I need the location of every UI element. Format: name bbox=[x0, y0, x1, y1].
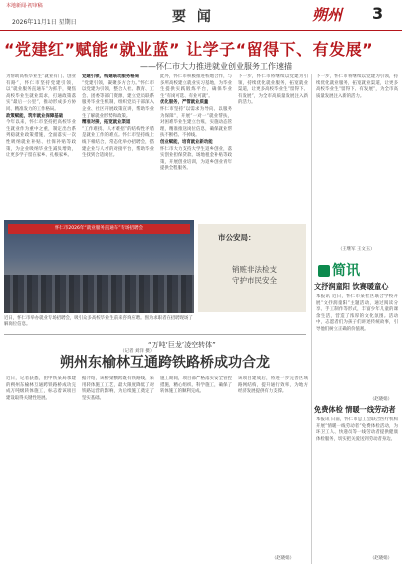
main-headline: “党建红”赋能“就业蓝” 让学子“留得下、有发展” bbox=[4, 40, 374, 59]
article-subhead: 精准对接，拓宽就业渠道 bbox=[82, 120, 131, 126]
article-text: 近日，记者获悉，由中铁某局承建的朔州东榆林互通跨铁路桥成功完成万吨级转体施工，标志着该项目建设取得关键性进展。 bbox=[6, 376, 76, 401]
article-text: 怀仁市大力支持大学生返乡创业，落实创业担保贷款、场地租金补贴等政策，开展创业培训，为返乡创业青年提供全程服务。 bbox=[160, 146, 232, 172]
photo-credit: （记者 刘洋 摄） bbox=[120, 349, 155, 354]
article-text: “党建引领，凝聚多方合力。”怀仁市以党建为引领，整合人社、教育、工会、团委等部门资源，建立党员联系服务毕业生机制，组织党员干部深入企业、社区开展政策宣讲，帮助毕业生了解就业形势和政策。 bbox=[82, 80, 154, 119]
main-article-col1 bbox=[6, 74, 76, 218]
article-text: 下一步，怀仁市将继续以党建为引领，持续优化就业服务，拓宽就业渠道，让更多高校毕业生“留得下、有发展”，为全市高质量发展注入新的活力。 bbox=[316, 74, 398, 99]
issue-date: 2026年11月1日 星期日 bbox=[12, 19, 77, 26]
bridge-col1 bbox=[6, 376, 76, 561]
page-number: 3 bbox=[372, 4, 384, 23]
article-subhead: 创业赋能，培育就业新动能 bbox=[160, 139, 213, 145]
section-divider bbox=[4, 334, 306, 335]
bridge-col2 bbox=[82, 376, 154, 561]
brief-text-1: 本报讯 近日，怀仁市某社区联合学校开展“文抒润童阳”主题活动，通过阅读分享、手工制作等形式，丰富少年儿童的课余生活，营造了浓厚的文化氛围。活动中，志愿者们为孩子们讲述传统故事，引导他们树立正确的价值观。 bbox=[316, 294, 398, 332]
article-text: 怀仁市坚持“以需求为导向、以服务为保障”，开展“一对一”就业帮扶，对困难毕业生建立台账，实施动态管理，精准推送岗位信息，确保就业帮扶不断档、不掉线。 bbox=[160, 106, 232, 139]
photo-banner: 怀仁市2026年“就业服务直通车”专场招聘会 bbox=[8, 224, 190, 234]
article-text: 此外，怀仁市积极推进校地合作，与多所高校建立就业实习基地，为毕业生提供实践锻炼平台，确保毕业生“有岗可选、有业可就”。 bbox=[160, 74, 232, 99]
masthead bbox=[0, 0, 402, 31]
bridge-col4 bbox=[238, 376, 308, 551]
section-title: 要 闻 bbox=[172, 9, 214, 25]
article-subhead: 党建引领，构建联动服务格局 bbox=[82, 74, 140, 79]
brief-author-1: （赵晓娟） bbox=[370, 397, 392, 402]
article-text: 据介绍，该桥梁横跨既有铁路线，采用转体施工工艺，最大限度降低了对铁路运营的影响，为后续施工奠定了坚实基础。 bbox=[82, 376, 154, 401]
main-article-col3 bbox=[160, 74, 232, 218]
slogan-line2: 守护市民安全 bbox=[232, 276, 277, 285]
article-text: 施工期间，项目部严格落实安全管控措施，精心组织、科学施工，确保了转体施工的顺利完成。 bbox=[160, 376, 232, 395]
main-article-col2 bbox=[82, 74, 154, 218]
news-photo bbox=[4, 220, 194, 313]
bridge-author: （赵晓娟） bbox=[272, 556, 294, 561]
article-subhead: 优化服务，严管就业质量 bbox=[160, 100, 209, 106]
article-text: 下一步，怀仁市将继续以党建为引领，持续优化就业服务，拓宽就业渠道，让更多高校毕业生“留得下、有发展”，为全市高质量发展注入新的活力。 bbox=[238, 74, 308, 106]
main-subheadline: ——怀仁市大力推进就业创业服务工作速描 bbox=[140, 62, 292, 71]
main-article-author: （王继军 王文玉） bbox=[338, 247, 375, 252]
article-text: 今年以来，怀仁市坚持把高校毕业生就业作为重中之重，制定出台系列稳就业政策措施，全面落实一次性吸纳就业补贴、社保补贴等政策，为企业吸纳毕业生减负增效，让更多学子留在家乡、扎根家乡。 bbox=[6, 120, 76, 159]
slogan-line1: 销赃非法检支 bbox=[232, 265, 277, 274]
article-text: 为帮助高校毕业生“就业有门、创业有路”，怀仁市坚持党建引领，以“就业服务直通车”为抓手，聚焦高校毕业生就业需求，打通政策落实“最后一公里”，推动形成多方协同、精准发力的工作格局。 bbox=[6, 74, 76, 112]
brief-brand bbox=[318, 260, 360, 280]
brief-text-2: 本报讯 日前，怀仁市总工会联合医疗机构开展“情暖一线劳动者”免费体检活动，为环卫工人、快递员等一线劳动者提供健康体检服务，切实把关爱送到劳动者身边。 bbox=[316, 417, 398, 442]
newspaper-logo: 朔州 bbox=[312, 6, 343, 24]
main-article-col5 bbox=[316, 74, 398, 242]
article-subhead: 政策赋能，筑牢就业保障基础 bbox=[6, 113, 64, 119]
photo-caption: 近日，怀仁市举办就业专场招聘会，吸引众多高校毕业生前来咨询应聘。图为求职者在招聘现场了解岗位信息。 bbox=[4, 316, 193, 328]
bridge-col3 bbox=[160, 376, 232, 561]
article-text: 该项目建成后，将进一步完善区域路网结构，提升通行效率，为地方经济发展提供有力支撑。 bbox=[238, 376, 308, 395]
brief-headline-1: 文抒润童阳 饮赛暖童心 bbox=[314, 282, 389, 291]
slogan-label: 市公安局： bbox=[218, 233, 256, 242]
bridge-headline: 朔州东榆林互通跨铁路桥成功合龙 bbox=[60, 355, 270, 371]
column-divider bbox=[311, 74, 312, 564]
article-text: “工作难找、人才难招”的结构性矛盾是就业工作的难点。怀仁市坚持线上线下相结合，常态化举办招聘会，搭建企业与人才的对接平台，帮助毕业生找到合适岗位。 bbox=[82, 126, 154, 159]
brief-brand-label: 简讯 bbox=[332, 263, 360, 279]
brief-headline-2: 免费体检 情暖一线劳动者 bbox=[314, 405, 396, 414]
brief-author-2: （赵晓娟） bbox=[370, 556, 392, 561]
news-brief-icon bbox=[318, 265, 330, 277]
bridge-kicker: “万吨‘巨龙’凌空转体” bbox=[148, 341, 216, 349]
masthead-tag: 本地新闻·初审稿 bbox=[6, 3, 43, 9]
slogan-box bbox=[198, 224, 306, 312]
main-article-col4 bbox=[238, 74, 308, 218]
photo-crowd bbox=[4, 275, 194, 313]
